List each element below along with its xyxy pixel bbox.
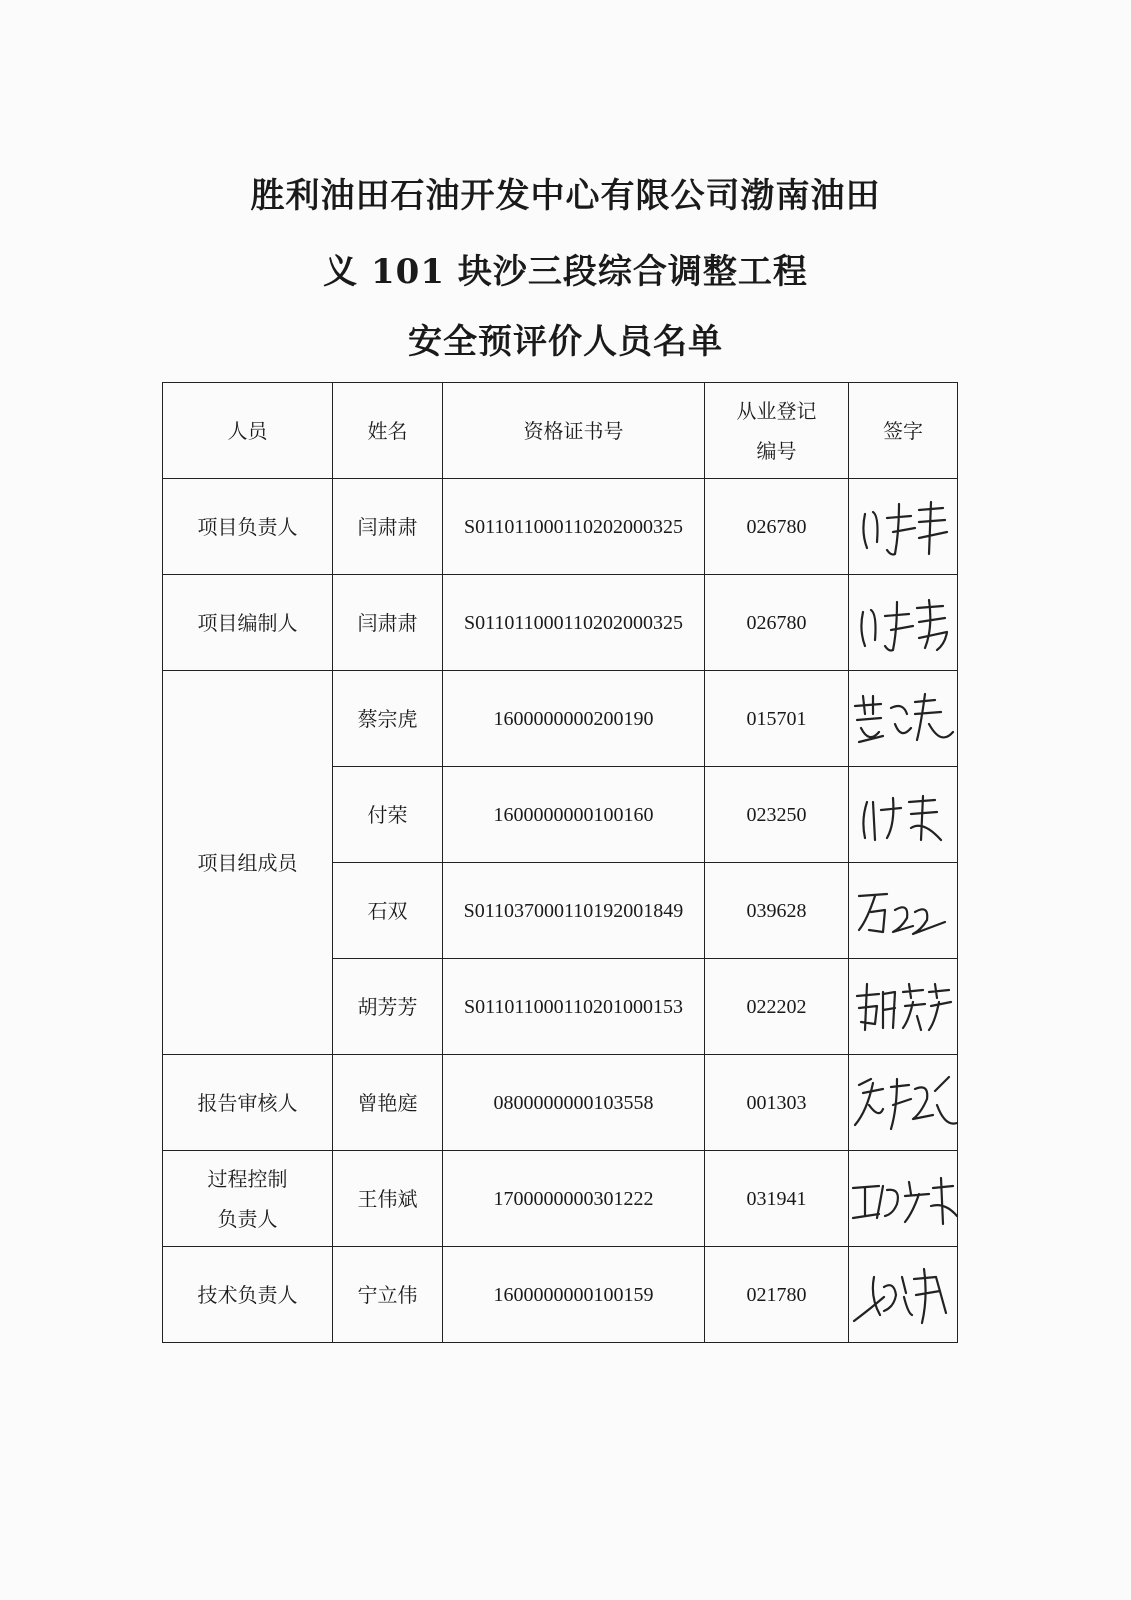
- role-cell: 项目编制人: [163, 575, 333, 671]
- role-cell: [163, 1151, 333, 1247]
- handwritten-signature: [849, 1164, 959, 1234]
- name-cell: 闫肃肃: [333, 575, 443, 671]
- header-role: 人员: [163, 383, 333, 479]
- name-cell: 曾艳庭: [333, 1055, 443, 1151]
- cert-cell: S011011000110202000325: [443, 479, 705, 575]
- cert-cell: 1600000000100160: [443, 767, 705, 863]
- handwritten-signature: [853, 876, 953, 946]
- signature-cell: [849, 1055, 958, 1151]
- handwritten-signature: [853, 588, 953, 658]
- table-row: [163, 1247, 958, 1343]
- table-header-row: [163, 383, 958, 479]
- handwritten-signature: [850, 1257, 956, 1333]
- signature-cell: [849, 959, 958, 1055]
- name-cell: 宁立伟: [333, 1247, 443, 1343]
- document-title-line-3: 安全预评价人员名单: [408, 322, 723, 362]
- handwritten-signature: [853, 972, 953, 1042]
- handwritten-signature: [849, 1065, 959, 1141]
- reg-cell: 001303: [705, 1055, 849, 1151]
- role-cell: 项目组成员: [163, 671, 333, 1055]
- table-row: [163, 1151, 958, 1247]
- name-cell: 胡芳芳: [333, 959, 443, 1055]
- handwritten-signature: [851, 684, 955, 754]
- signature-cell: [849, 671, 958, 767]
- name-cell: 蔡宗虎: [333, 671, 443, 767]
- cert-cell: S011011000110202000325: [443, 575, 705, 671]
- table-row: [163, 1055, 958, 1151]
- reg-cell: 023250: [705, 767, 849, 863]
- document-title-line-2: 义 101 块沙三段综合调整工程: [323, 252, 808, 292]
- header-reg: [705, 383, 849, 479]
- document-title-line-1: 胜利油田石油开发中心有限公司渤南油田: [250, 176, 881, 216]
- reg-cell: 015701: [705, 671, 849, 767]
- header-cert: 资格证书号: [443, 383, 705, 479]
- table-row: [163, 671, 958, 767]
- role-line-1: 过程控制: [207, 1166, 288, 1191]
- cert-cell: 0800000000103558: [443, 1055, 705, 1151]
- reg-cell: 031941: [705, 1151, 849, 1247]
- reg-cell: 021780: [705, 1247, 849, 1343]
- handwritten-signature: [853, 780, 953, 850]
- reg-cell: 022202: [705, 959, 849, 1055]
- signature-cell: [849, 575, 958, 671]
- cert-cell: 1700000000301222: [443, 1151, 705, 1247]
- role-cell: 项目负责人: [163, 479, 333, 575]
- signature-cell: [849, 1247, 958, 1343]
- name-cell: 王伟斌: [333, 1151, 443, 1247]
- role-line-2: 负责人: [217, 1206, 278, 1231]
- header-name: 姓名: [333, 383, 443, 479]
- handwritten-signature: [853, 492, 953, 562]
- name-cell: 石双: [333, 863, 443, 959]
- name-cell: 闫肃肃: [333, 479, 443, 575]
- reg-cell: 039628: [705, 863, 849, 959]
- name-cell: 付荣: [333, 767, 443, 863]
- reg-cell: 026780: [705, 479, 849, 575]
- signature-cell: [849, 1151, 958, 1247]
- reg-cell: 026780: [705, 575, 849, 671]
- signature-cell: [849, 479, 958, 575]
- role-cell: 报告审核人: [163, 1055, 333, 1151]
- signature-cell: [849, 863, 958, 959]
- header-reg-line2: 编号: [756, 438, 797, 463]
- signature-cell: [849, 767, 958, 863]
- role-cell: 技术负责人: [163, 1247, 333, 1343]
- cert-cell: S011037000110192001849: [443, 863, 705, 959]
- cert-cell: 1600000000200190: [443, 671, 705, 767]
- table-row: [163, 479, 958, 575]
- header-reg-line1: 从业登记: [736, 398, 817, 423]
- personnel-table: [162, 382, 958, 1343]
- table-row: [163, 575, 958, 671]
- cert-cell: 1600000000100159: [443, 1247, 705, 1343]
- cert-cell: S011011000110201000153: [443, 959, 705, 1055]
- header-signature: 签字: [849, 383, 958, 479]
